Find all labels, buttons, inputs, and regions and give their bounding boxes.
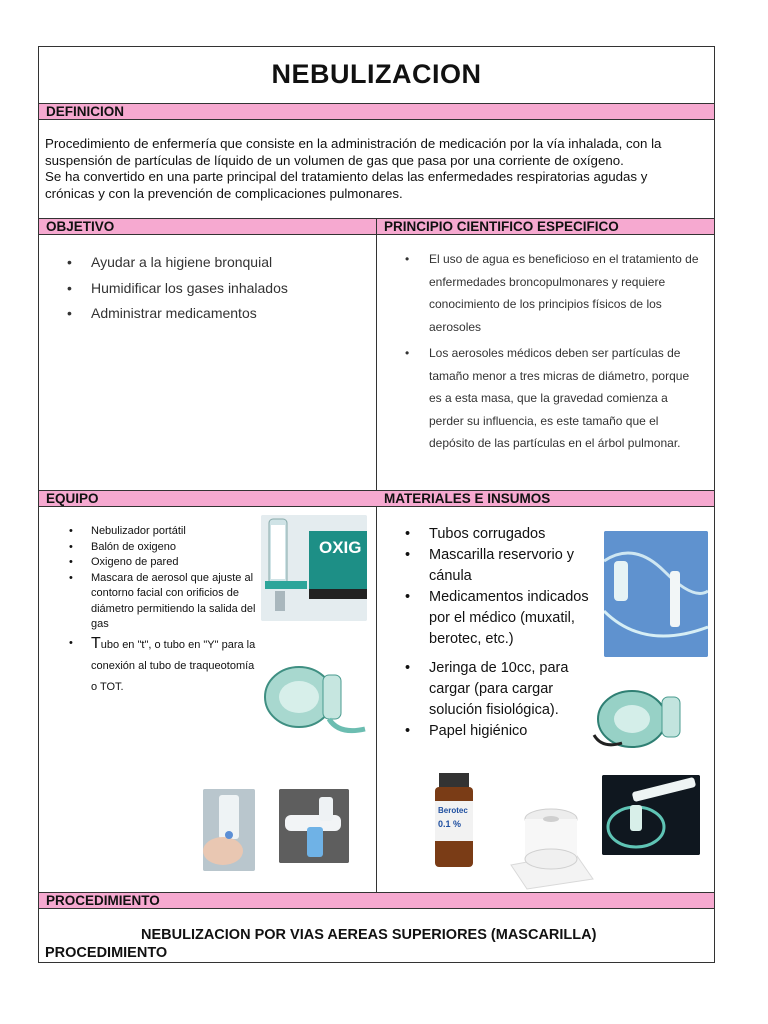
tubo-text: ubo en "t", o tubo en "Y" para la conexión al tubo de traqueotomía o TOT. [91,638,256,693]
section-header-procedimiento: PROCEDIMIENTO [39,892,714,909]
materiales-list [429,524,609,742]
procedure-subtitle: NEBULIZACION POR VIAS AEREAS SUPERIORES (MASCARILLA) [141,927,597,943]
section-header-materiales: MATERIALES E INSUMOS [377,490,714,507]
list-item: • Jeringa de 10cc, para cargar (para cargar solución fisiológica). [429,658,609,721]
list-item: • Papel higiénico [429,721,609,742]
definition-line: crónicas y con la prevención de complicaciones pulmonares. [45,185,403,201]
berotec-dose: 0.1 % [438,819,462,829]
list-item: • Los aerosoles médicos deben ser partículas de tamaño menor a tres micras de diámetro, porque es a esta masa, que la gravedad comienza a perder su influencia, es este tamaño que el depósito de las partículas en el árbol pulmonar. [429,342,705,455]
definition-line: Se ha convertido en una parte principal del tratamiento delas las enfermedades respiratorias agudas y [45,169,648,184]
principio-list [429,248,705,459]
list-item: • Mascarilla reservorio y cánula [429,545,609,587]
list-item: • Medicamentos indicados por el médico (muxatil, berotec, etc.) [429,587,609,650]
list-item-tubo [91,633,263,698]
list-item: • Balón de oxigeno [91,540,263,556]
t-tube-image [279,789,349,863]
section-header-principio: PRINCIPIO CIENTIFICO ESPECIFICO [377,218,714,235]
list-item: • Oxigeno de pared [91,555,263,571]
list-item: • El uso de agua es beneficioso en el tratamiento de enfermedades broncopulmonares y requiere conocimiento de los principios físicos de los aerosoles [429,248,705,338]
list-item: • Humidificar los gases inhalados [91,276,361,302]
mask-syringe-image [602,775,700,855]
section-header-objetivo: OBJETIVO [39,218,377,235]
portable-nebulizer-hand-image [203,789,255,871]
berotec-bottle-image [431,773,477,869]
document-page [38,46,715,963]
reservoir-mask-image [592,679,702,759]
objetivo-list [91,250,361,327]
definition-line: suspensión de partículas de líquido de un volumen de gas que pasa por una corriente de oxígeno. [45,152,624,168]
section-header-equipo: EQUIPO [39,490,377,507]
list-item: • Ayudar a la higiene bronquial [91,250,361,276]
toilet-paper-image [505,799,597,891]
list-item: • Administrar medicamentos [91,301,361,327]
equipo-list [91,524,263,698]
procedure-label: PROCEDIMIENTO [45,945,168,961]
list-item: • Nebulizador portátil [91,524,263,540]
oxygen-flowmeter-image [261,515,367,621]
definition-text [45,136,710,202]
page-title: NEBULIZACION [271,59,482,89]
list-item: • Mascara de aerosol que ajuste al contorno facial con orificios de diámetro permitiendo la salida del gas [91,571,263,633]
section-header-definicion: DEFINICION [39,103,714,120]
corrugated-tubes-image [604,531,708,657]
column-divider [376,218,377,893]
list-item: • Tubos corrugados [429,524,609,545]
aerosol-mask-image [259,655,367,737]
definition-line: Procedimiento de enfermería que consiste en la administración de medicación por la vía inhalada, con la [45,136,662,151]
berotec-label: Berotec [438,806,468,815]
drop-letter: T [91,634,101,652]
oxygen-label: OXIG [319,538,362,557]
